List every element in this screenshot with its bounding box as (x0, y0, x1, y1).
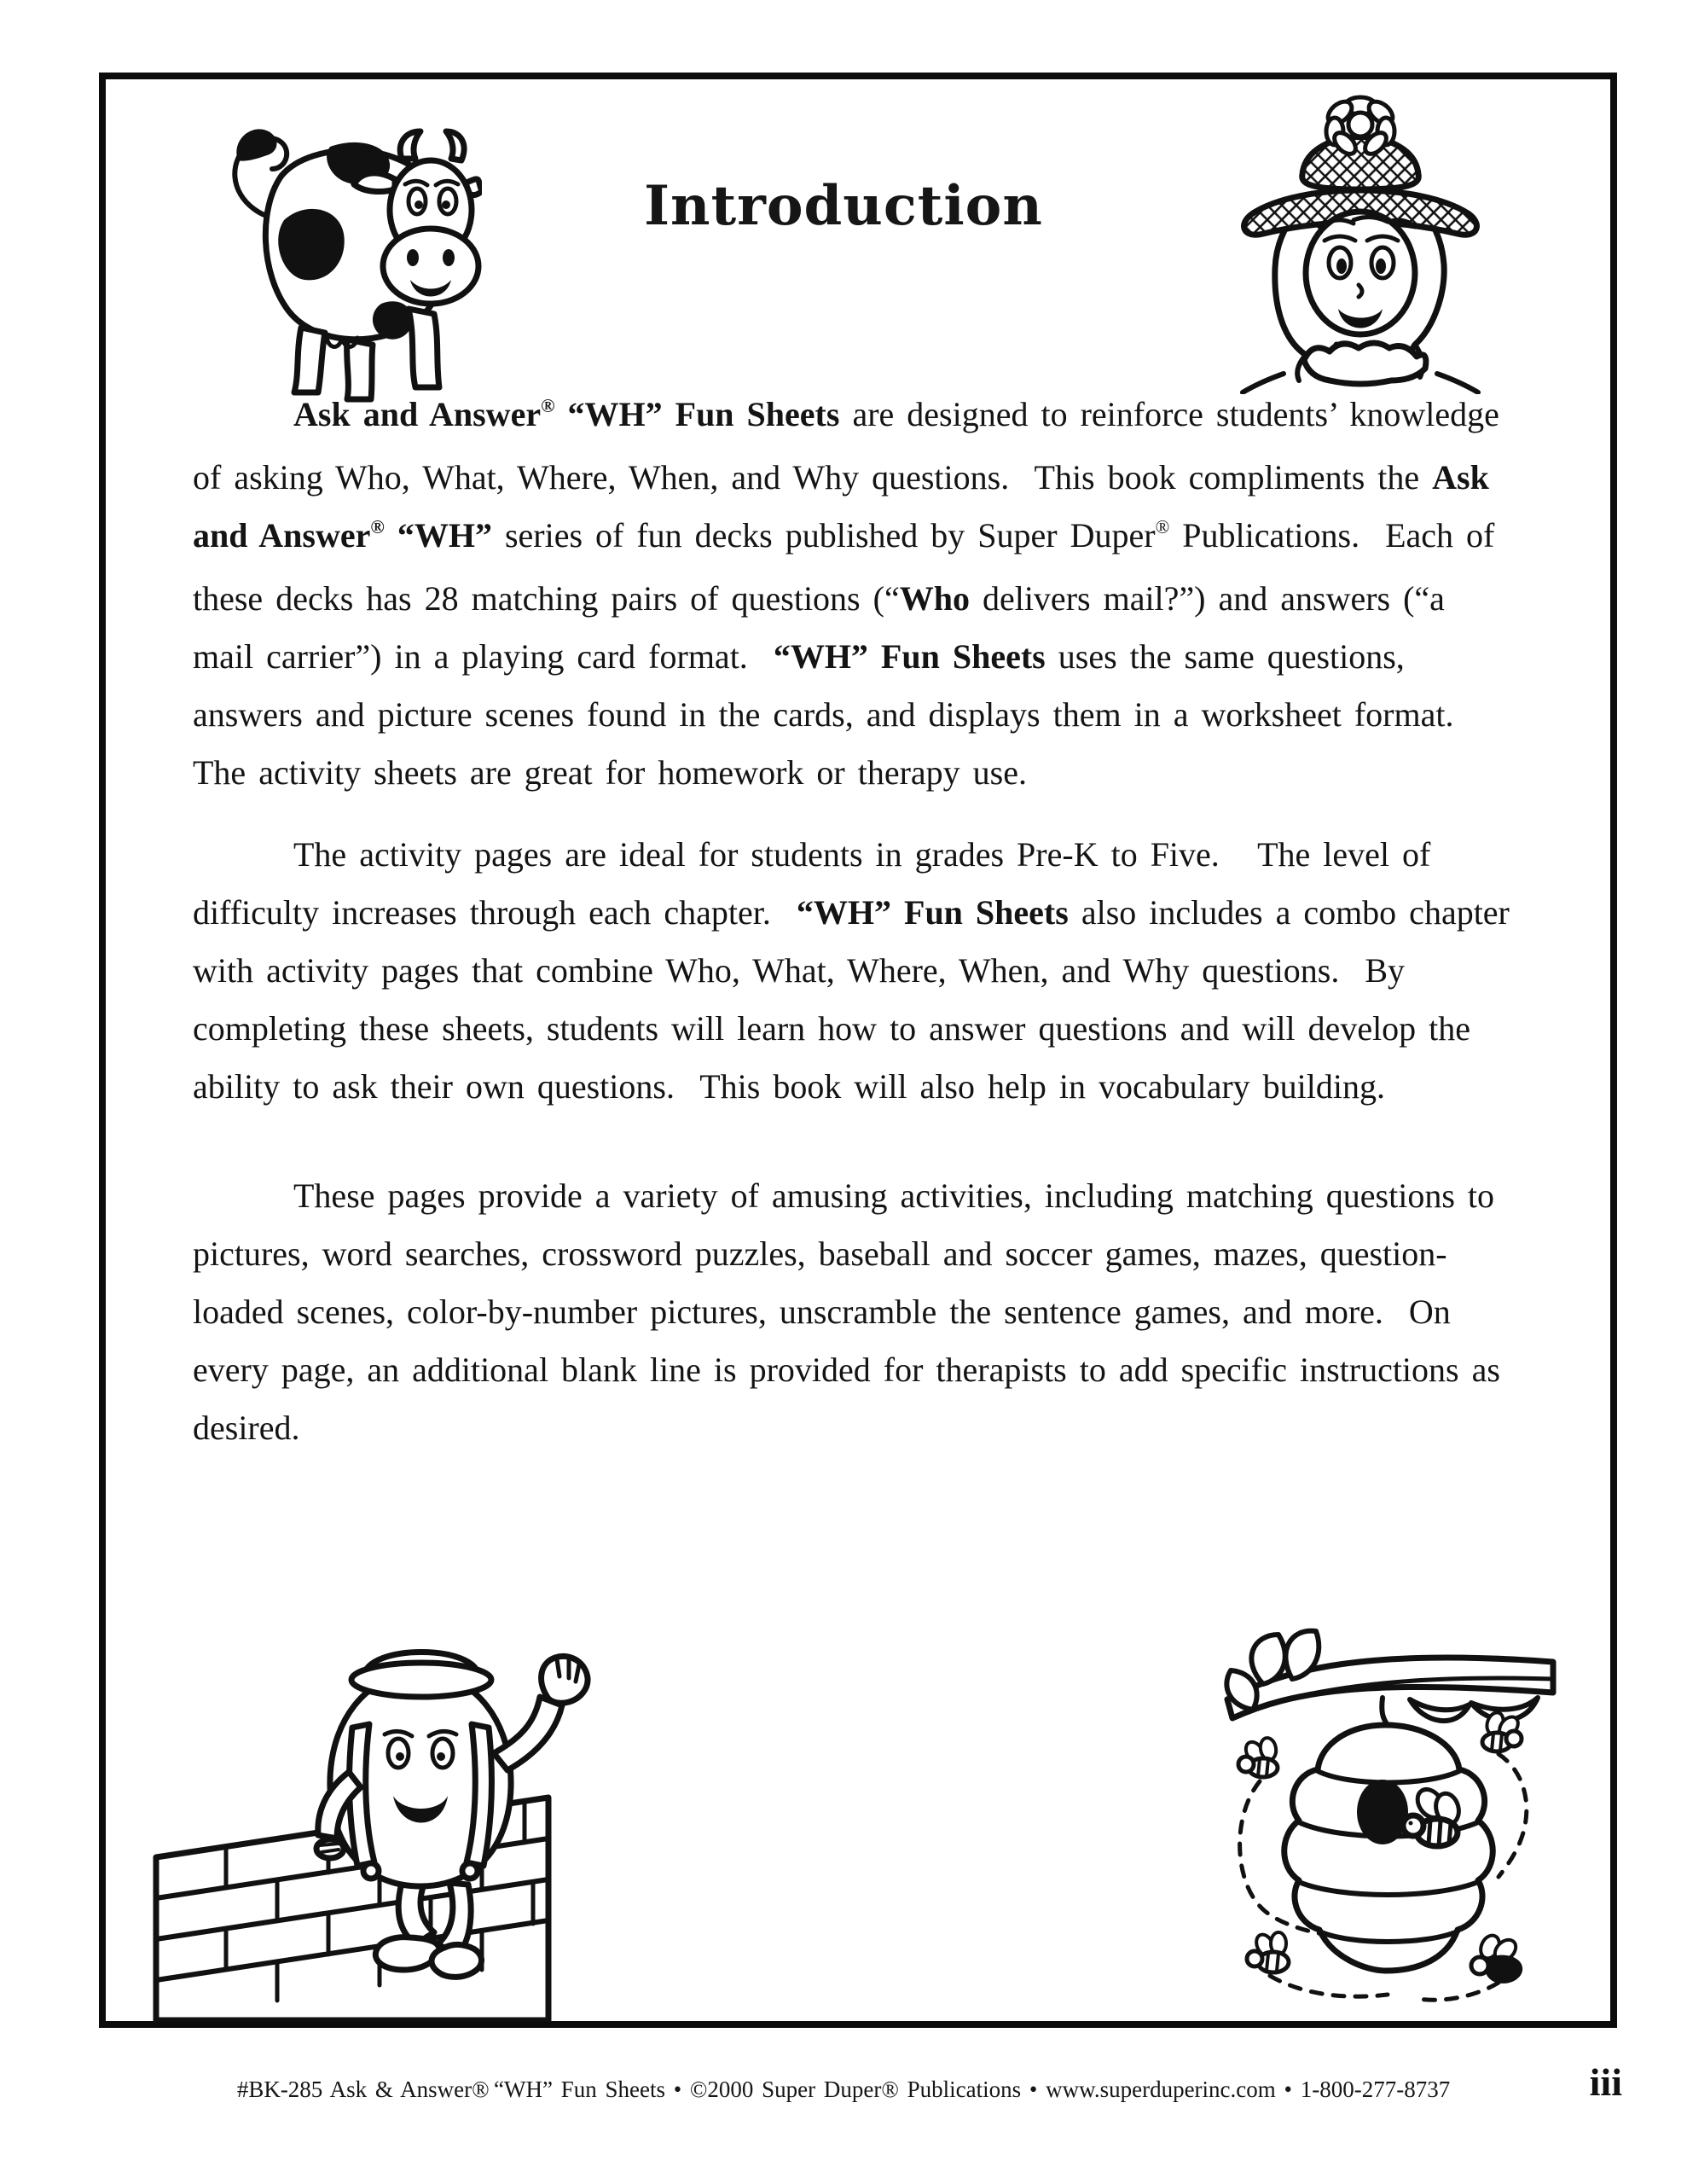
body-text (193, 386, 1518, 1457)
paragraph-3: These pages provide a variety of amusing activities, including matching questions to pictures, word searches, crossword puzzles, baseball and soccer games, mazes, question-loaded scenes, color-by-number pictures, unscramble the sentence games, and more. On every page, an additional blank line is provided for therapists to add specific instructions as desired. (193, 1176, 1500, 1447)
page-title: Introduction (644, 174, 1043, 238)
bee-icon (1482, 1711, 1522, 1751)
footer-line: #BK-285 Ask & Answer® “WH” Fun Sheets • ©2000 Super Duper® Publications • www.superduperinc.com • 1-800-277-8737 (236, 2077, 1451, 2102)
bee-icon (1238, 1737, 1278, 1777)
paragraph-2: The activity pages are ideal for students in grades Pre-K to Five. The level of difficulty increases through each chapter. “WH” Fun Sheets also includes a combo chapter with activity pages that combine Who, What, Where, When, and Why questions. By completing these sheets, students will learn how to answer questions and will develop the ability to ask their own questions. This book will also help in vocabulary building. (193, 835, 1510, 1106)
bee-icon (1247, 1931, 1289, 1972)
paragraph-1: Ask and Answer® “WH” Fun Sheets are designed to reinforce students’ knowledge of asking Who, What, Where, When, and Why questions. This book compliments the Ask and Answer® “WH” series of fun decks published by Super Duper® Publications. Each of these decks has 28 matching pairs of questions (“Who delivers mail?”) and answers (“a mail carrier”) in a playing card format. “WH” Fun Sheets uses the same questions, answers and picture scenes found in the cards, and displays them in a worksheet format. The activity sheets are great for homework or therapy use. (193, 395, 1499, 792)
bee-icon (1471, 1932, 1522, 1984)
humpty-dumpty-illustration (149, 1642, 678, 2022)
page-number: iii (1589, 2060, 1622, 2104)
girl-illustration (1224, 87, 1497, 394)
cow-illustration (200, 90, 482, 406)
beehive-illustration (1215, 1628, 1557, 2016)
